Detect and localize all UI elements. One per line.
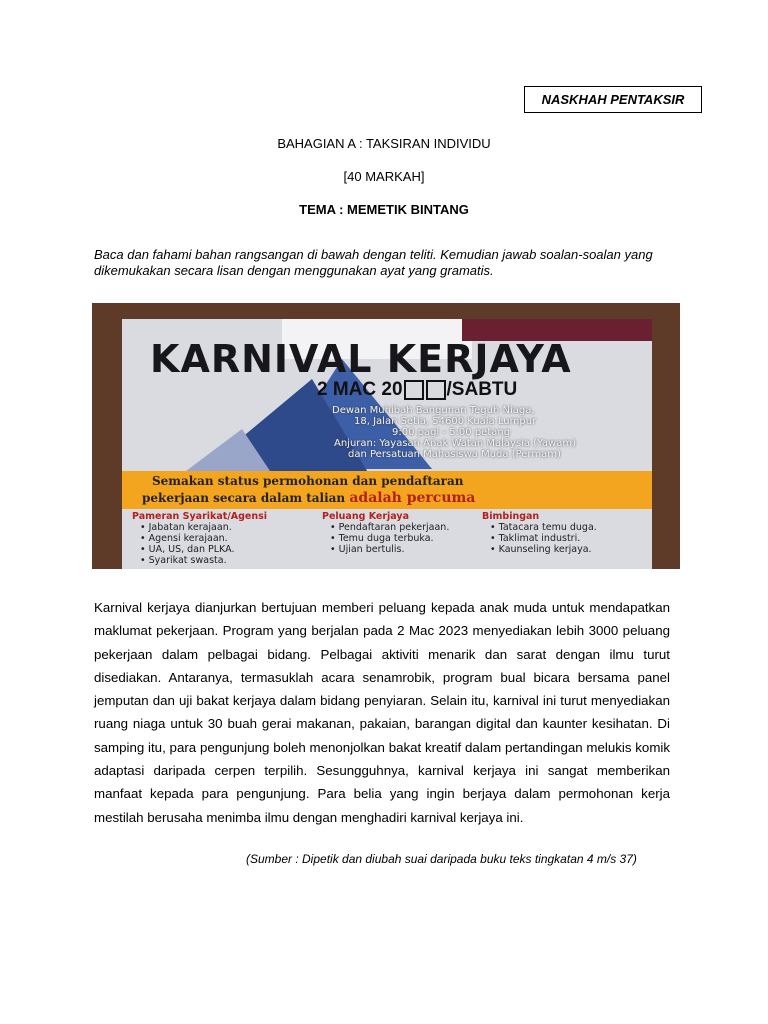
list-item: • Temu duga terbuka. xyxy=(330,533,449,544)
poster-column xyxy=(132,511,267,566)
list-item: • Agensi kerajaan. xyxy=(140,533,267,544)
marks-heading: [40 MARKAH] xyxy=(343,169,425,184)
list-item: • UA, US, dan PLKA. xyxy=(140,544,267,555)
poster-venue: Dewan Muhibah Bangunan Teguh Niaga, xyxy=(332,405,535,416)
poster-canvas xyxy=(122,319,652,569)
poster-date: 2 MAC 20 /SABTU xyxy=(317,379,518,400)
poster-organiser: Anjuran: Yayasan Anak Watan Malaysia (Yawam) xyxy=(334,438,576,449)
column-heading: Peluang Kerjaya xyxy=(322,511,410,522)
poster-address: 18, Jalan Setia, 54600 Kuala Lumpur xyxy=(354,416,537,427)
section-heading: BAHAGIAN A : TAKSIRAN INDIVIDU xyxy=(277,136,491,151)
poster-column xyxy=(482,511,597,555)
list-item: • Pendaftaran pekerjaan. xyxy=(330,522,449,533)
banner-line: pekerjaan secara dalam talian adalah percuma xyxy=(142,490,476,506)
instruction-text: Baca dan fahami bahan rangsangan di bawah dengan teliti. Kemudian jawab soalan-soalan yang dikemukakan secara lisan dengan menggunakan ayat yang gramatis. xyxy=(94,247,653,278)
poster-time: 9:00 pagi - 5:00 petang xyxy=(392,427,511,438)
source-citation: (Sumber : Dipetik dan diubah suai daripada buku teks tingkatan 4 m/s 37) xyxy=(246,852,637,866)
list-item: • Taklimat industri. xyxy=(490,533,597,544)
banner-line: Semakan status permohonan dan pendaftaran xyxy=(152,474,464,488)
list-item: • Ujian bertulis. xyxy=(330,544,449,555)
poster-banner xyxy=(122,471,652,509)
list-item: • Kaunseling kerjaya. xyxy=(490,544,597,555)
list-item: • Syarikat swasta. xyxy=(140,555,267,566)
examiner-copy-label: NASKHAH PENTAKSIR xyxy=(524,86,702,113)
theme-heading: TEMA : MEMETIK BINTANG xyxy=(299,202,469,217)
list-item: • Tatacara temu duga. xyxy=(490,522,597,533)
column-heading: Bimbingan xyxy=(482,511,540,522)
passage-paragraph: Karnival kerjaya dianjurkan bertujuan memberi peluang kepada anak muda untuk mendapatkan maklumat pekerjaan. Program yang berjalan pada 2 Mac 2023 menyediakan lebih 3000 peluang pekerjaan dalam pelbagai bidang. Pelbagai aktiviti menarik dan sarat dengan ilmu turut disediakan. Antaranya, termasuklah acara senamrobik, program bual bicara bersama panel jemputan dan uji bakat kerjaya dalam bidang penyiaran. Selain itu, karnival ini turut menyediakan ruang niaga untuk 30 buah gerai makanan, pakaian, barangan digital dan kaunter kesihatan. Di samping itu, para pengunjung boleh menonjolkan bakat kreatif dalam pertandingan melukis komik adaptasi daripada cerpen terpilih. Sesungguhnya, karnival kerjaya ini sangat memberikan manfaat kepada para pengunjung. Para belia yang ingin berjaya dalam permohonan kerja mestilah berusaha menimba ilmu dengan menghadiri karnival kerjaya ini. xyxy=(94,600,670,825)
poster-title: KARNIVAL KERJAYA xyxy=(150,337,572,381)
poster-organiser: dan Persatuan Mahasiswa Muda (Permam) xyxy=(348,449,561,460)
list-item: • Jabatan kerajaan. xyxy=(140,522,267,533)
stimulus-poster-image xyxy=(92,303,680,569)
poster-column xyxy=(322,511,449,555)
column-heading: Pameran Syarikat/Agensi xyxy=(132,511,268,522)
